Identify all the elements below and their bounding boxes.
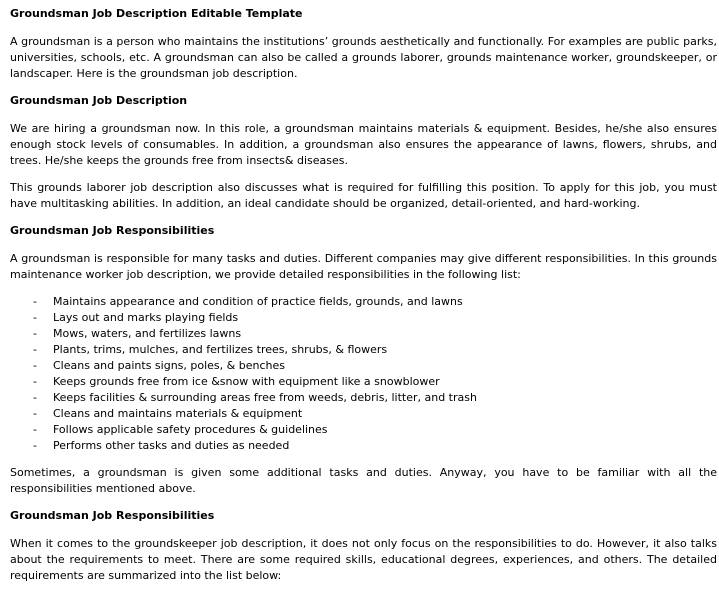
- responsibilities-list: [10, 294, 717, 454]
- list-item-text: Mows, waters, and fertilizes lawns: [53, 327, 242, 340]
- list-item: [33, 294, 717, 310]
- list-bullet-dash: -: [33, 439, 37, 452]
- list-item: [33, 358, 717, 374]
- list-item-text: Keeps grounds free from ice &snow with equipment like a snowblower: [53, 375, 440, 388]
- list-item: [33, 326, 717, 342]
- list-item-text: Maintains appearance and condition of practice fields, grounds, and lawns: [53, 295, 463, 308]
- list-item-text: Performs other tasks and duties as needed: [53, 439, 290, 452]
- list-item-text: Cleans and maintains materials & equipment: [53, 407, 303, 420]
- list-bullet-dash: -: [33, 423, 37, 436]
- responsibilities-intro-paragraph: A groundsman is responsible for many tasks and duties. Different companies may give different responsibilities. In this grounds maintenance worker job description, we provide detailed responsibilities in the following list:: [10, 252, 717, 281]
- section-heading-responsibilities-2: Groundsman Job Responsibilities: [10, 509, 215, 522]
- document-title: Groundsman Job Description Editable Template: [10, 7, 303, 20]
- list-bullet-dash: -: [33, 407, 37, 420]
- list-bullet-dash: -: [33, 343, 37, 356]
- list-item: [33, 374, 717, 390]
- list-item-text: Keeps facilities & surrounding areas free from weeds, debris, litter, and trash: [53, 391, 477, 404]
- list-bullet-dash: -: [33, 327, 37, 340]
- list-item: [33, 390, 717, 406]
- list-item: [33, 406, 717, 422]
- list-item: [33, 310, 717, 326]
- list-item-text: Plants, trims, mulches, and fertilizes trees, shrubs, & flowers: [53, 343, 388, 356]
- requirements-intro-paragraph: When it comes to the groundskeeper job description, it does not only focus on the responsibilities to do. However, it also talks about the requirements to meet. There are some required skills, educational degrees, experiences, and others. The detailed requirements are summarized into the list below:: [10, 537, 717, 582]
- intro-paragraph: A groundsman is a person who maintains the institutions’ grounds aesthetically and functionally. For examples are public parks, universities, schools, etc. A groundsman can also be called a grounds laborer, grounds maintenance worker, groundskeeper, or landscaper. Here is the groundsman job description.: [10, 35, 717, 80]
- responsibilities-closing-paragraph: Sometimes, a groundsman is given some additional tasks and duties. Anyway, you have to be familiar with all the responsibilities mentioned above.: [10, 466, 717, 495]
- list-item-text: Cleans and paints signs, poles, & benches: [53, 359, 285, 372]
- list-bullet-dash: -: [33, 375, 37, 388]
- section-heading-job-description: Groundsman Job Description: [10, 94, 188, 107]
- list-item: [33, 438, 717, 454]
- list-bullet-dash: -: [33, 311, 37, 324]
- job-description-paragraph-2: This grounds laborer job description also discusses what is required for fulfilling this position. To apply for this job, you must have multitasking abilities. In addition, an ideal candidate should be organized, detail-oriented, and hard-working.: [10, 181, 717, 210]
- list-bullet-dash: -: [33, 295, 37, 308]
- list-item: [33, 422, 717, 438]
- section-heading-responsibilities: Groundsman Job Responsibilities: [10, 224, 215, 237]
- list-item: [33, 342, 717, 358]
- list-item-text: Lays out and marks playing fields: [53, 311, 239, 324]
- list-bullet-dash: -: [33, 391, 37, 404]
- list-item-text: Follows applicable safety procedures & guidelines: [53, 423, 328, 436]
- job-description-paragraph-1: We are hiring a groundsman now. In this role, a groundsman maintains materials & equipment. Besides, he/she also ensures enough stock levels of consumables. In addition, a groundsman also ensures the appearance of lawns, flowers, shrubs, and trees. He/she keeps the grounds free from insects& diseases.: [10, 122, 717, 167]
- list-bullet-dash: -: [33, 359, 37, 372]
